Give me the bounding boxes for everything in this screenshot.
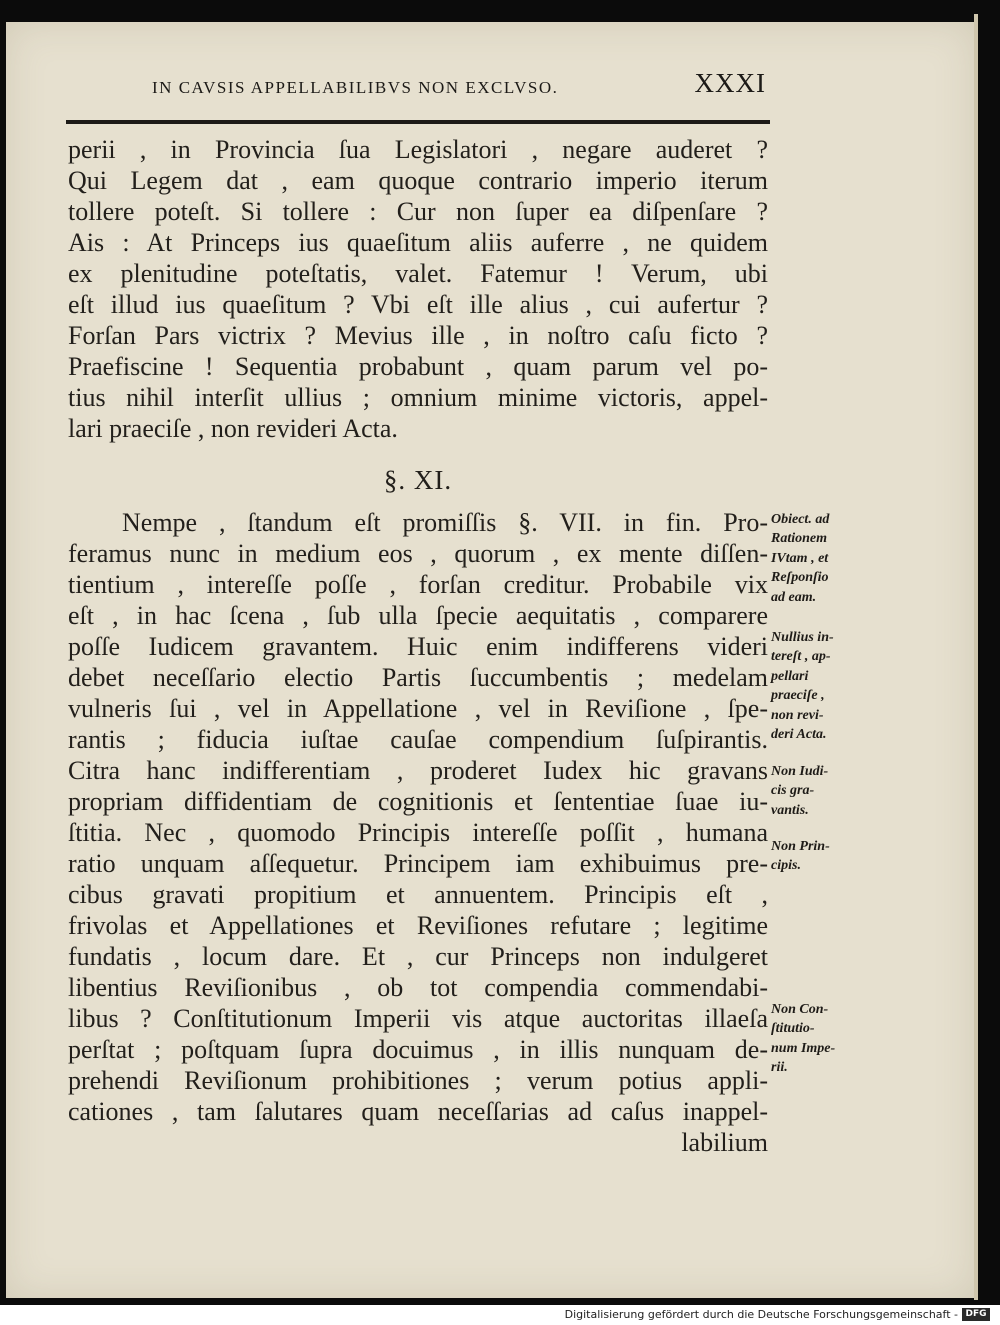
margin-notes — [771, 510, 881, 1076]
text-line: eſt illud ius quaeſitum ? Vbi eſt ille alius , cui aufertur ? — [68, 290, 768, 319]
text-line: perſtat ; poſtquam ſupra docuimus , in illis nunquam de- — [68, 1035, 768, 1064]
text-line: tientium , intereſſe poſſe , forſan creditur. Probabile vix — [68, 570, 768, 599]
margin-note-line: praeciſe , — [771, 688, 825, 704]
margin-note-line: cipis. — [771, 858, 801, 874]
text-line: Citra hanc indifferentiam , proderet Iudex hic gravans — [68, 756, 768, 785]
header-rule — [66, 120, 770, 124]
text-line: lari praeciſe , non revideri Acta. — [68, 414, 398, 443]
funding-credit: Digitalisierung gefördert durch die Deutsche Forschungsgemeinschaft - — [564, 1308, 958, 1321]
book-page — [6, 22, 974, 1298]
text-line: prehendi Reviſionum prohibitiones ; verum potius appli- — [68, 1066, 768, 1095]
margin-note-line: num Impe- — [771, 1040, 836, 1056]
text-line: vulneris ſui , vel in Appellatione , vel in Reviſione , ſpe- — [68, 694, 768, 723]
margin-note-iudicis — [771, 762, 881, 820]
page-edge — [974, 14, 978, 1300]
text-line: Praefiscine ! Sequentia probabunt , quam parum vel po- — [68, 352, 768, 381]
margin-note-principis — [771, 837, 881, 876]
text-line: tollere poteſt. Si tollere : Cur non ſuper ea diſpenſare ? — [68, 197, 768, 226]
dfg-logo-icon: DFG — [962, 1308, 990, 1321]
text-line: cationes , tam ſalutares quam neceſſarias ad caſus inappel- — [68, 1097, 768, 1126]
margin-note-line: Non Prin- — [771, 839, 830, 854]
digitization-footer — [0, 1305, 1000, 1325]
text-line: ſtitia. Nec , quomodo Principis intereſſe poſſit , humana — [68, 818, 768, 847]
margin-note-line: Nullius in- — [771, 630, 834, 645]
catchword: labilium — [681, 1128, 768, 1157]
text-line: perii , in Provincia ſua Legislatori , negare auderet ? — [68, 135, 768, 164]
text-line: libus ? Conſtitutionum Imperii vis atque auctoritas illaeſa — [68, 1004, 768, 1033]
text-line: propriam diffidentiam de cognitionis et ſententiae ſuae iu- — [68, 787, 768, 816]
margin-note-line: Reſponſio — [771, 570, 829, 586]
text-line: feramus nunc in medium eos , quorum , ex mente diſſen- — [68, 539, 768, 568]
margin-note-constitutionum — [771, 1000, 881, 1078]
running-title: IN CAVSIS APPELLABILIBVS NON EXCLVSO. — [152, 78, 559, 97]
margin-note-line: Non Iudi- — [771, 764, 829, 779]
margin-note-line: rii. — [771, 1060, 788, 1076]
text-line: frivolas et Appellationes et Reviſiones refutare ; legitime — [68, 911, 768, 940]
paragraph-2 — [68, 507, 768, 1158]
margin-note-line: non revi- — [771, 707, 824, 723]
margin-note-line: tereſt , ap- — [771, 649, 831, 665]
text-line: debet neceſſario electio Partis ſuccumbentis ; medelam — [68, 663, 768, 692]
margin-note-nullius — [771, 628, 881, 744]
text-line: fundatis , locum dare. Et , cur Princeps non indulgeret — [68, 942, 768, 971]
section-heading: §. XI. — [383, 465, 453, 495]
text-line: eſt , in hac ſcena , ſub ulla ſpecie aequitatis , comparere — [68, 601, 768, 630]
margin-note-line: cis gra- — [771, 783, 815, 799]
margin-note-objection — [771, 510, 881, 607]
text-line: Forſan Pars victrix ? Mevius ille , in noſtro caſu ficto ? — [68, 321, 768, 350]
text-line: poſſe Iudicem gravantem. Huic enim indifferens videri — [68, 632, 768, 661]
text-line: libentius Reviſionibus , ob tot compendia commendabi- — [68, 973, 768, 1002]
paragraph-1 — [68, 134, 768, 444]
margin-note-line: IVtam , et — [771, 550, 829, 566]
text-line: Nempe , ſtandum eſt promiſſis §. VII. in fin. Pro- — [122, 508, 768, 537]
margin-note-line: Non Con- — [771, 1002, 829, 1017]
text-line: cibus gravati propitium et annuentem. Principis eſt , — [68, 880, 768, 909]
margin-note-line: pellari — [771, 668, 809, 684]
margin-note-line: ſtitutio- — [771, 1021, 815, 1037]
text-line: ex plenitudine poteſtatis, valet. Fatemur ! Verum, ubi — [68, 259, 768, 288]
text-line: Ais : At Princeps ius quaeſitum aliis auferre , ne quidem — [68, 228, 768, 257]
margin-note-line: ad eam. — [771, 589, 817, 605]
running-head — [66, 62, 766, 102]
text-line: tius nihil interſit ullius ; omnium minime victoris, appel- — [68, 383, 768, 412]
text-line: rantis ; fiducia iuſtae cauſae compendium ſuſpirantis. — [68, 725, 768, 754]
text-line: ratio unquam aſſequetur. Principem iam exhibuimus pre- — [68, 849, 768, 878]
margin-note-line: Rationem — [771, 531, 828, 547]
page-folio: XXXI — [694, 68, 766, 98]
main-text — [68, 134, 768, 1157]
margin-note-line: vantis. — [771, 802, 809, 818]
margin-note-line: deri Acta. — [771, 726, 827, 742]
text-line: Qui Legem dat , eam quoque contrario imperio iterum — [68, 166, 768, 195]
margin-note-line: Obiect. ad — [771, 512, 830, 527]
